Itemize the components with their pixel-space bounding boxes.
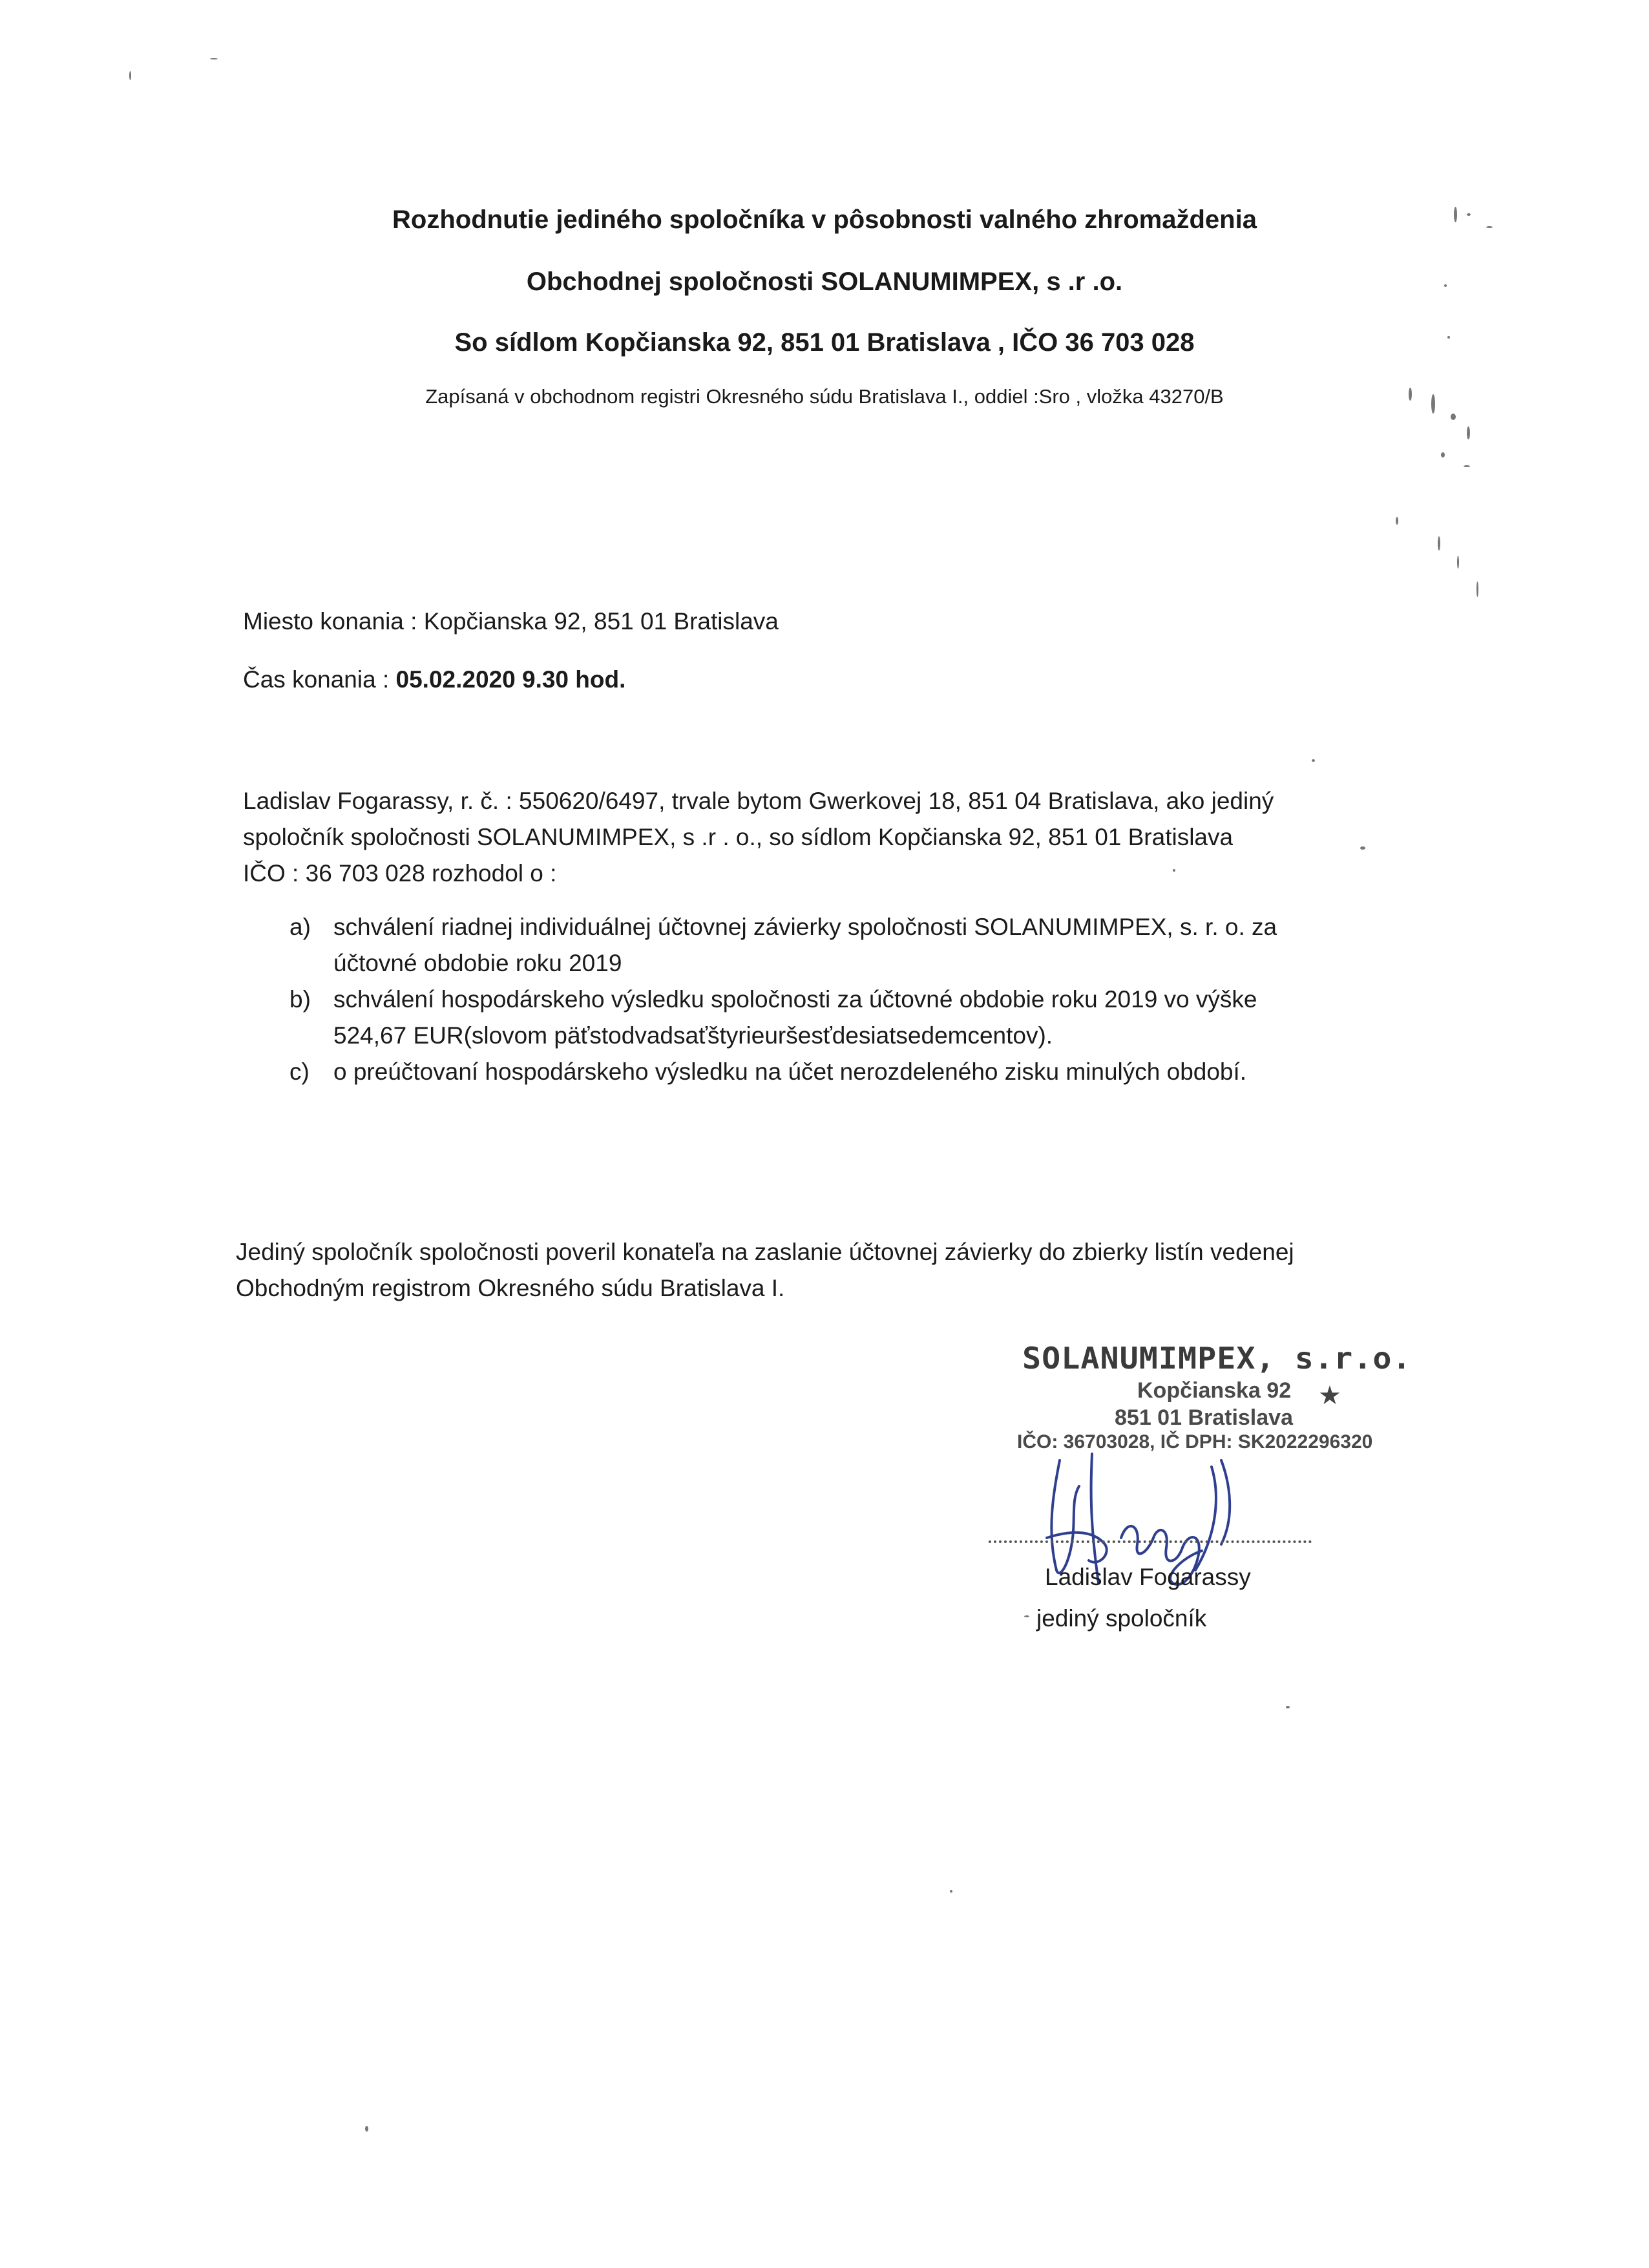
signature-line <box>989 1538 1312 1543</box>
decision-line: účtovné obdobie roku 2019 <box>333 950 622 976</box>
scan-speck <box>1444 284 1447 287</box>
document-title: Rozhodnutie jediného spoločníka v pôsobnosti valného zhromaždenia <box>392 205 1257 234</box>
scan-speck <box>1438 536 1440 551</box>
signer-name: Ladislav Fogarassy <box>1045 1564 1251 1590</box>
scan-speck <box>1454 207 1457 222</box>
scan-speck <box>365 2126 368 2132</box>
decision-letter: a) <box>289 914 311 940</box>
intro-line: spoločník spoločnosti SOLANUMIMPEX, s .r . o., so sídlom Kopčianska 92, 851 01 Bratislava <box>243 824 1234 850</box>
address-line: So sídlom Kopčianska 92, 851 01 Bratislava , IČO 36 703 028 <box>454 328 1195 357</box>
scan-speck <box>1464 465 1470 467</box>
closing-line: Obchodným registrom Okresného súdu Bratislava I. <box>236 1275 785 1301</box>
intro-line: IČO : 36 703 028 rozhodol o : <box>243 860 557 887</box>
meeting-time <box>243 662 625 697</box>
stamp-city: 851 01 Bratislava <box>1115 1405 1293 1430</box>
scan-speck <box>210 58 218 59</box>
scan-speck <box>129 71 131 80</box>
decision-letter: c) <box>289 1058 310 1085</box>
decision-letter: b) <box>289 986 311 1013</box>
scan-speck <box>1457 556 1459 569</box>
closing-line: Jediný spoločník spoločnosti poveril konateľa na zaslanie účtovnej závierky do zbierky listín vedenej <box>236 1239 1294 1265</box>
decision-line: o preúčtovaní hospodárskeho výsledku na účet nerozdeleného zisku minulých období. <box>333 1058 1247 1085</box>
decision-text <box>333 909 1277 982</box>
scan-speck <box>1486 226 1493 228</box>
signer-role: jediný spoločník <box>1036 1605 1207 1632</box>
intro-line: Ladislav Fogarassy, r. č. : 550620/6497, trvale bytom Gwerkovej 18, 851 04 Bratislava, ako jediný <box>243 788 1274 814</box>
scan-speck <box>1431 394 1435 414</box>
scan-speck <box>1467 213 1471 216</box>
meeting-time-label: Čas konania : <box>243 666 396 693</box>
scan-speck <box>1467 426 1470 439</box>
decision-line: schválení riadnej individuálnej účtovnej závierky spoločnosti SOLANUMIMPEX, s. r. o. za <box>333 914 1277 940</box>
scan-speck <box>950 1890 952 1893</box>
scan-speck <box>1360 846 1365 850</box>
scan-speck <box>1286 1706 1290 1708</box>
registry-line: Zapísaná v obchodnom registri Okresného súdu Bratislava I., oddiel :Sro , vložka 43270/B <box>425 385 1224 408</box>
meeting-time-value: 05.02.2020 9.30 hod. <box>395 666 626 693</box>
closing-paragraph <box>236 1234 1294 1307</box>
scan-speck <box>1447 336 1450 339</box>
decision-line: schválení hospodárskeho výsledku spoločnosti za účtovné obdobie roku 2019 vo výške <box>333 986 1257 1013</box>
stamp-company-name: SOLANUMIMPEX, s.r.o. <box>1022 1341 1412 1376</box>
meeting-place: Miesto konania : Kopčianska 92, 851 01 Bratislava <box>243 608 779 635</box>
decision-text <box>333 1054 1246 1090</box>
scan-speck <box>1173 869 1175 872</box>
scan-speck <box>1312 759 1315 762</box>
scan-speck <box>1409 388 1412 401</box>
stamp-street: Kopčianska 92 <box>1137 1378 1292 1403</box>
scan-speck <box>1451 414 1456 420</box>
decision-line: 524,67 EUR(slovom päťstodvadsaťštyrieuršesťdesiatsedemcentov). <box>333 1022 1053 1049</box>
stamp-ids: IČO: 36703028, IČ DPH: SK2022296320 <box>1017 1431 1373 1453</box>
scan-speck <box>1476 582 1478 597</box>
scan-speck <box>1024 1615 1029 1617</box>
intro-paragraph <box>243 783 1274 892</box>
scan-speck <box>1441 452 1445 457</box>
company-line: Obchodnej spoločnosti SOLANUMIMPEX, s .r .o. <box>526 268 1123 296</box>
decision-text <box>333 982 1257 1054</box>
scan-speck <box>1396 517 1398 525</box>
stamp-star-icon: ★ <box>1318 1381 1341 1410</box>
